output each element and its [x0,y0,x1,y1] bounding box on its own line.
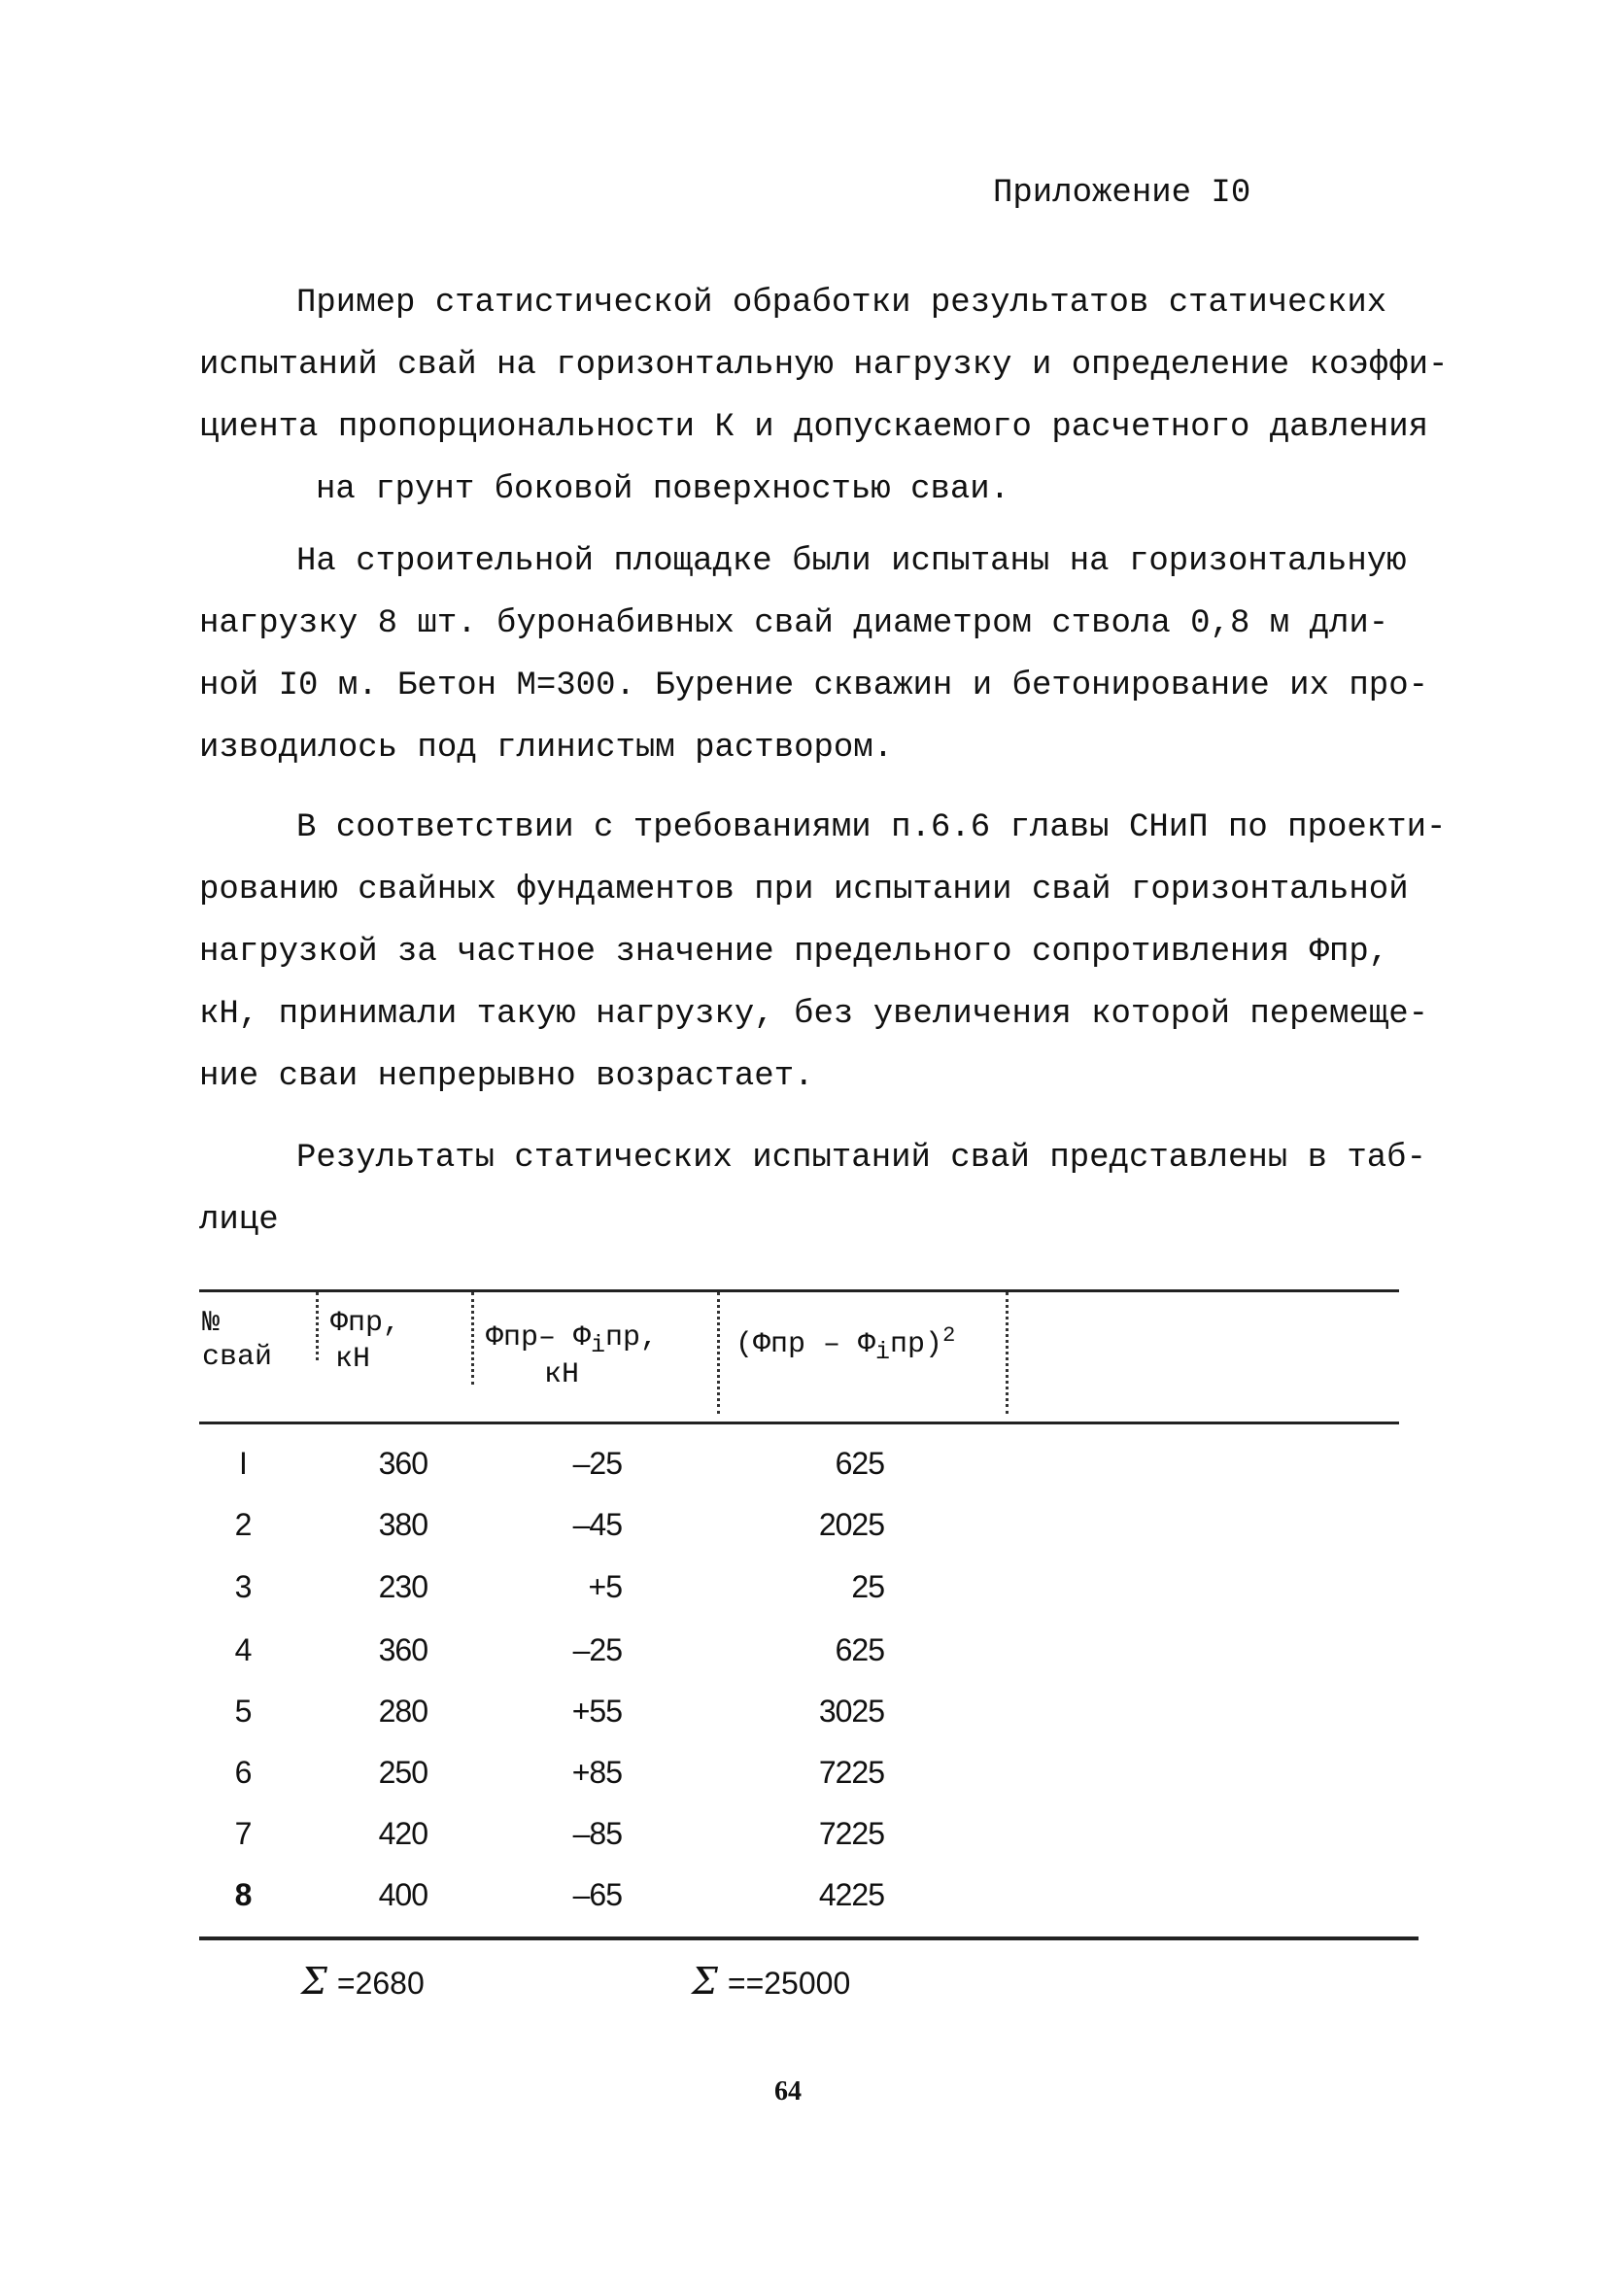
sum-f-total: Σ =2680 [301,1960,425,2003]
section-heading [199,272,1449,521]
cell-f: 400 [378,1877,427,1912]
cell-sq: 25 [851,1569,884,1604]
cell-sq: 4225 [818,1877,884,1912]
header-diff-line2: кН [544,1358,580,1391]
paragraph-line: рованию свайных фундаментов при испытании свай горизонтальной [199,872,1409,908]
cell-pile-no: 7 [234,1816,252,1851]
cell-diff: –65 [572,1877,622,1912]
cell-pile-no: I [239,1446,247,1481]
header-squared: $(Фпр - Ф_iпр)^2$ [735,1323,956,1366]
paragraph-line: кН, принимали такую нагрузку, без увеличения которой перемеще- [199,996,1429,1033]
header-f-line1: Фпр, [330,1307,401,1340]
cell-sq: 7225 [818,1755,884,1790]
cell-pile-no: 5 [234,1694,252,1729]
cell-f: 230 [378,1569,427,1604]
header-diff-line1: Фпр– $Ф_iпр$, [486,1321,659,1359]
header-no-line2: свай [202,1341,273,1374]
header-f-line2: кН [335,1343,371,1376]
cell-pile-no: 4 [234,1632,252,1667]
paragraph-line: Результаты статических испытаний свай представлены в таб- [296,1140,1426,1177]
sum-sq-total: Σ ==25000 [692,1960,851,2003]
cell-f: 280 [378,1694,427,1729]
cell-diff: –45 [572,1507,622,1542]
paragraph-line: ной I0 м. Бетон М=300. Бурение скважин и бетонирование их про- [199,668,1429,704]
cell-f: 420 [378,1816,427,1851]
heading-line-2: испытаний свай на горизонтальную нагрузку и определение коэффи- [199,347,1449,384]
cell-diff: +55 [571,1694,622,1729]
cell-sq: 3025 [818,1694,884,1729]
heading-line-3: циента пропорциональности К и допускаемого расчетного давления [199,409,1429,446]
cell-diff: +5 [588,1569,622,1604]
sigma-symbol: Σ [301,1960,327,2003]
cell-f: 360 [378,1632,427,1667]
paragraph-line: На строительной площадке были испытаны на горизонтальную [296,543,1407,580]
column-divider [1006,1292,1009,1414]
cell-pile-no: 3 [234,1569,252,1604]
cell-pile-no: 8 [234,1877,252,1912]
paragraph-line: лице [199,1202,279,1239]
cell-pile-no: 6 [234,1755,252,1790]
cell-sq: 7225 [818,1816,884,1851]
paragraph-results-intro [199,1127,1426,1251]
cell-sq: 625 [835,1632,884,1667]
paragraph-line: изводилось под глинистым раствором. [199,730,894,767]
cell-diff: –25 [572,1632,622,1667]
page-number: 64 [774,2076,802,2107]
column-divider [316,1292,319,1360]
cell-diff: –25 [572,1446,622,1481]
sigma-symbol: Σ [692,1960,718,2003]
paragraph-test-conditions [199,531,1429,779]
cell-pile-no: 2 [234,1507,252,1542]
table-header-rule [199,1422,1399,1424]
cell-f: 380 [378,1507,427,1542]
cell-sq: 2025 [818,1507,884,1542]
paragraph-line: нагрузкой за частное значение предельного сопротивления Фпр, [199,934,1389,971]
paragraph-line: нагрузку 8 шт. буронабивных свай диаметром ствола 0,8 м дли- [199,605,1389,642]
paragraph-requirements [199,797,1447,1108]
column-divider [717,1292,720,1414]
cell-diff: +85 [571,1755,622,1790]
table-bottom-rule [199,1936,1419,1940]
appendix-label: Приложение I0 [993,175,1251,212]
paragraph-line: В соответствии с требованиями п.6.6 главы СНиП по проекти- [296,809,1447,846]
heading-line-1: Пример статистической обработки результатов статических [296,285,1387,322]
table-top-rule [199,1289,1399,1292]
cell-f: 250 [378,1755,427,1790]
paragraph-line: ние сваи непрерывно возрастает. [199,1058,814,1095]
heading-line-4: на грунт боковой поверхностью сваи. [316,471,1010,508]
cell-f: 360 [378,1446,427,1481]
cell-sq: 625 [835,1446,884,1481]
header-no-line1: № [202,1307,221,1340]
cell-diff: –85 [572,1816,622,1851]
column-divider [471,1292,474,1385]
